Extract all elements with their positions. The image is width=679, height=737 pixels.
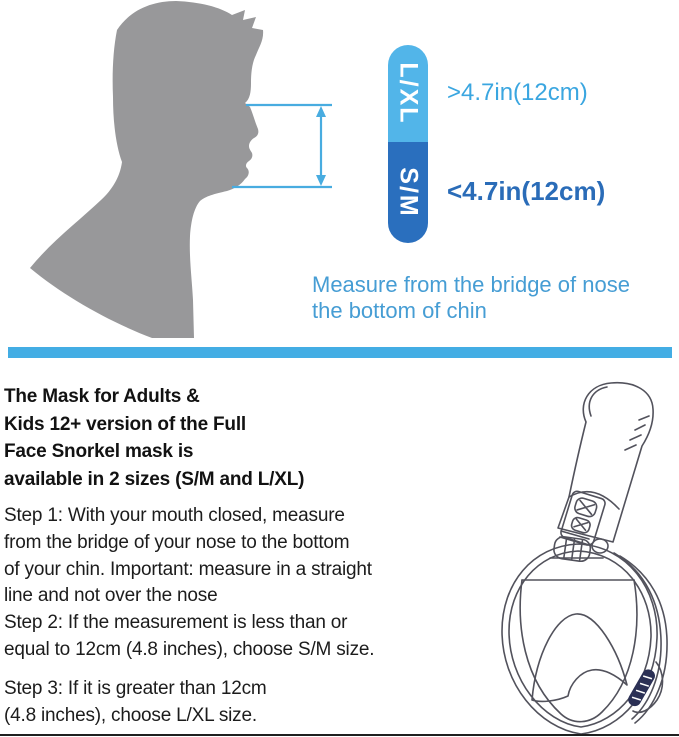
- step-2-paragraph: [4, 610, 374, 664]
- step-2-line-1: Step 2: If the measurement is less than or: [4, 612, 348, 633]
- step-1-line-1: Step 1: With your mouth closed, measure: [4, 505, 345, 526]
- section-divider: [8, 347, 672, 358]
- snorkel-vent-slits: [625, 416, 649, 450]
- step-3-line-1: Step 3: If it is greater than 12cm: [4, 678, 267, 699]
- snorkel-tube: [558, 383, 653, 542]
- step-1-line-3: of your chin. Important: measure in a straight: [4, 558, 372, 580]
- size-pill: [388, 45, 428, 243]
- measurement-arrow: [220, 95, 350, 205]
- size-pill-sm-label: S/M: [394, 167, 423, 218]
- measure-note-line-1: Measure from the bridge of nose: [312, 272, 630, 297]
- lxl-threshold-text: >4.7in(12cm): [447, 79, 588, 106]
- measure-note: [312, 272, 630, 324]
- step-1-line-4: line and not over the nose: [4, 585, 218, 607]
- step-3-line-2: (4.8 inches), choose L/XL size.: [4, 704, 257, 726]
- step-3-paragraph: [4, 676, 267, 730]
- arrowhead-down-icon: [316, 175, 326, 186]
- heading-line-1: The Mask for Adults &: [4, 386, 200, 407]
- step-1-paragraph: [4, 503, 372, 610]
- step-1-line-2: from the bridge of your nose to the bottom: [4, 531, 350, 553]
- heading-line-3: Face Snorkel mask is: [4, 441, 194, 462]
- size-pill-sm-segment: [388, 142, 428, 243]
- arrowhead-up-icon: [316, 106, 326, 117]
- sizes-heading: [4, 383, 304, 493]
- sm-threshold-text: <4.7in(12cm): [447, 176, 606, 206]
- heading-line-2: Kids 12+ version of the Full: [4, 413, 246, 435]
- measure-note-line-2: the bottom of chin: [312, 298, 487, 323]
- size-pill-lxl-segment: [388, 45, 428, 142]
- snorkel-mask-drawing: [470, 378, 679, 736]
- bottom-border-line: [0, 734, 679, 736]
- heading-line-4: available in 2 sizes (S/M and L/XL): [4, 468, 305, 490]
- size-pill-lxl-label: L/XL: [394, 62, 423, 125]
- step-2-line-2: equal to 12cm (4.8 inches), choose S/M size.: [4, 638, 375, 660]
- nose-pocket: [532, 614, 627, 701]
